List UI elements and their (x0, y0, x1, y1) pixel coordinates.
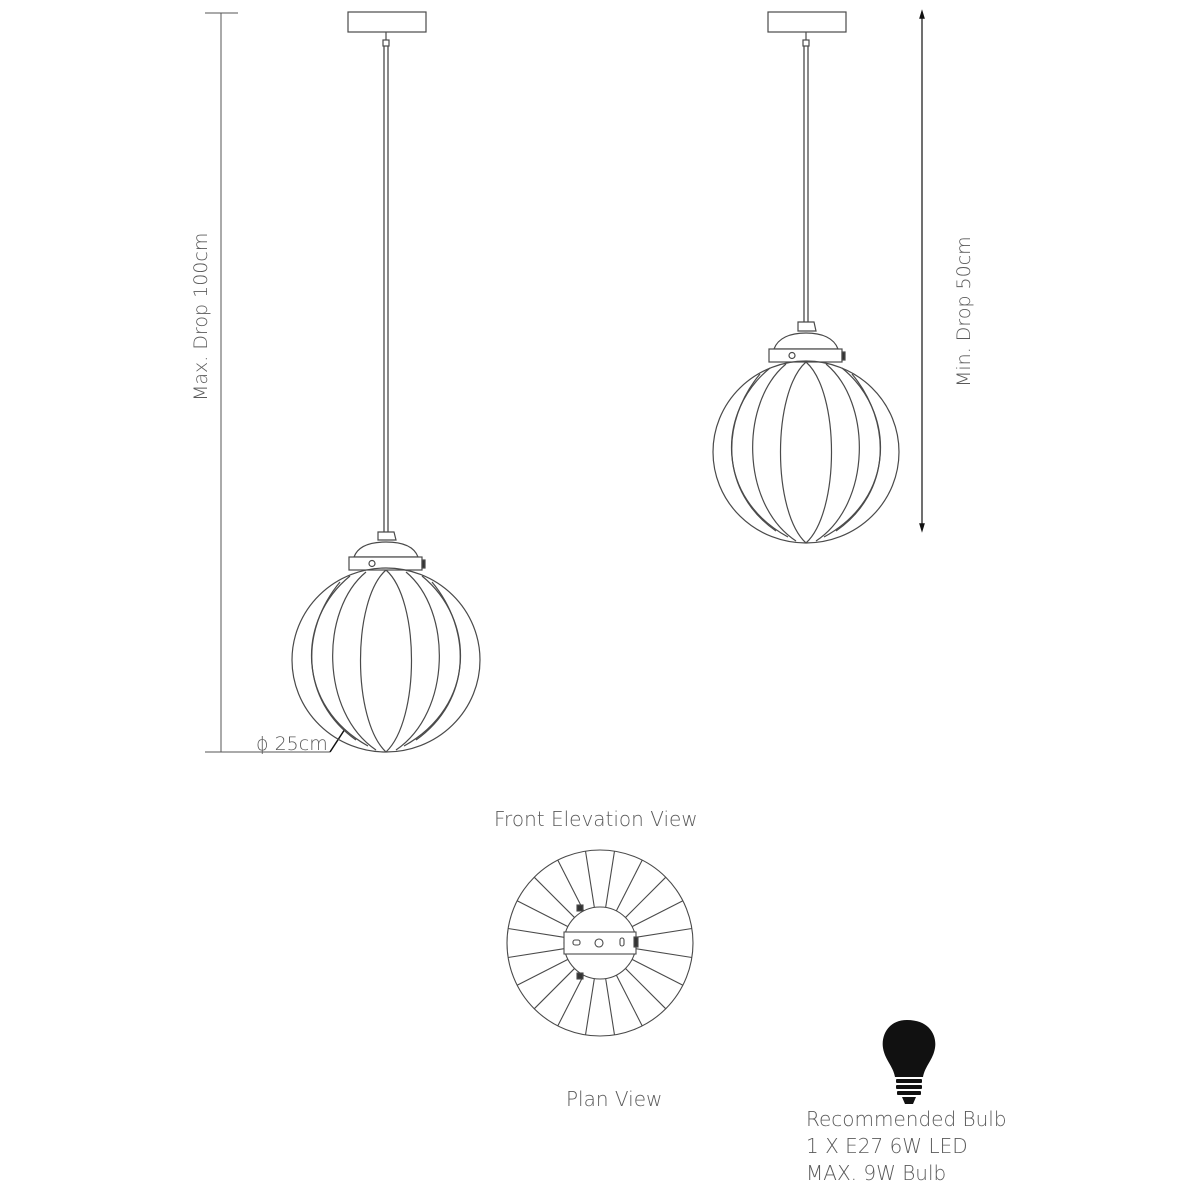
plan-rib (614, 970, 643, 1026)
plan-view-drawing (507, 850, 693, 1036)
plan-rib (534, 877, 579, 922)
plan-rib (605, 851, 615, 913)
plan-rib (517, 901, 573, 930)
plan-rib (627, 957, 683, 986)
plan-rib (534, 964, 579, 1009)
front-elevation-title: Front Elevation View (494, 807, 698, 831)
plan-rib (508, 929, 570, 939)
pendant-min-drop (713, 12, 899, 543)
max-drop-label: Max. Drop 100cm (190, 232, 212, 401)
diameter-label: ϕ 25cm (256, 733, 328, 755)
plan-rib (614, 860, 643, 916)
bulb-title: Recommended Bulb (806, 1107, 1007, 1131)
pendant-max-drop (292, 12, 480, 752)
bulb-max: MAX. 9W Bulb (806, 1161, 947, 1185)
lightbulb-icon (883, 1020, 936, 1104)
plan-rib (586, 973, 596, 1035)
min-drop-label: Min. Drop 50cm (953, 236, 975, 387)
plan-rib (508, 948, 570, 958)
max-drop-dimension (205, 13, 345, 752)
plan-view-title: Plan View (566, 1087, 663, 1111)
plan-rib (621, 877, 666, 922)
plan-rib (605, 973, 615, 1035)
plan-rib (517, 957, 573, 986)
bulb-info (806, 1106, 1007, 1187)
plan-rib (627, 901, 683, 930)
bulb-spec: 1 X E27 6W LED (806, 1134, 968, 1158)
plan-rib (586, 851, 596, 913)
plan-rib (621, 964, 666, 1009)
plan-rib (630, 929, 692, 939)
plan-rib (630, 948, 692, 958)
